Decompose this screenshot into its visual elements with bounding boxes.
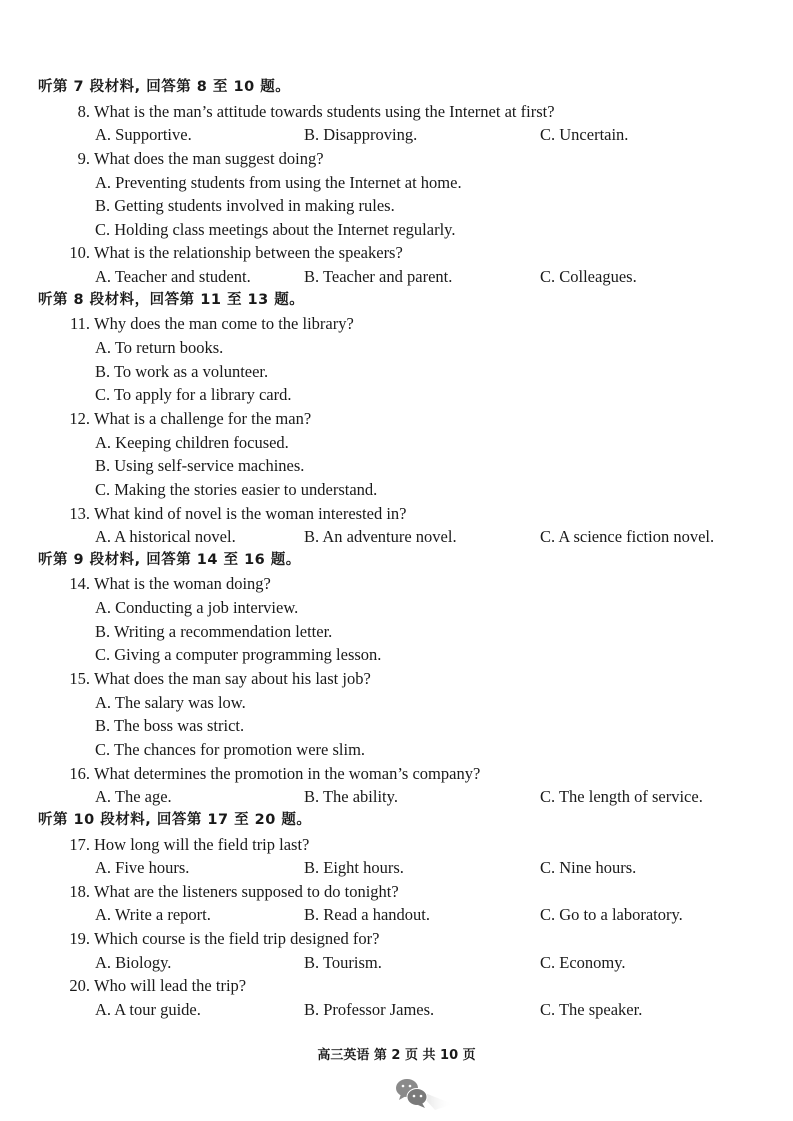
page-footer: 高三英语 第 2 页 共 10 页 (317, 1048, 476, 1063)
question-text: What determines the promotion in the woman’s company? (94, 763, 481, 783)
question-number: 8. (77, 101, 90, 121)
options-row (0, 785, 793, 809)
option-line (0, 478, 793, 502)
question-text: What is the relationship between the speakers? (94, 243, 403, 263)
option-line (0, 383, 793, 407)
options-row (0, 951, 793, 975)
question-number: 18. (69, 881, 90, 901)
option: C. Go to a laboratory. (540, 905, 683, 925)
section-heading: 听第 10 段材料, 回答第 17 至 20 题。 (38, 811, 312, 828)
option: B. Writing a recommendation letter. (95, 621, 333, 641)
option: C. Holding class meetings about the Internet regularly. (95, 219, 456, 239)
options-row (0, 998, 793, 1022)
option-line (0, 336, 793, 360)
option-line (0, 194, 793, 218)
option: A. Five hours. (95, 858, 190, 878)
option: B. Disapproving. (304, 125, 418, 145)
option-line (0, 218, 793, 242)
question-text: What are the listeners supposed to do tonight? (94, 881, 399, 901)
option: C. A science fiction novel. (540, 527, 715, 547)
option-line (0, 714, 793, 738)
options-row (0, 903, 793, 927)
option: A. Biology. (95, 952, 172, 972)
option: B. The ability. (304, 787, 398, 807)
option: A. The salary was low. (95, 692, 246, 712)
question (0, 147, 793, 171)
option: C. The length of service. (540, 787, 703, 807)
option: B. To work as a volunteer. (95, 361, 269, 381)
question-text: Why does the man come to the library? (94, 314, 354, 334)
option: A. A historical novel. (95, 527, 236, 547)
question-text: Which course is the field trip designed for? (94, 929, 380, 949)
option: A. Preventing students from using the Internet at home. (95, 172, 462, 192)
question-number: 13. (69, 503, 90, 523)
question (0, 241, 793, 265)
option: A. Teacher and student. (95, 267, 251, 287)
option: A. Conducting a job interview. (95, 598, 299, 618)
question (0, 312, 793, 336)
question-text: What is the woman doing? (94, 574, 271, 594)
option: B. Tourism. (304, 952, 382, 972)
question-number: 14. (69, 574, 90, 594)
option: A. Supportive. (95, 125, 192, 145)
option: C. Making the stories easier to understand. (95, 479, 378, 499)
question-text: What does the man suggest doing? (94, 148, 324, 168)
option-line (0, 360, 793, 384)
option: C. Economy. (540, 952, 626, 972)
question-text: What is a challenge for the man? (94, 408, 312, 428)
option-line (0, 643, 793, 667)
option-line (0, 738, 793, 762)
option: B. An adventure novel. (304, 527, 457, 547)
option-line (0, 596, 793, 620)
option: B. Using self-service machines. (95, 456, 305, 476)
option-line (0, 454, 793, 478)
question-text: Who will lead the trip? (94, 976, 247, 996)
question (0, 833, 793, 857)
option: B. Read a handout. (304, 905, 431, 925)
question (0, 100, 793, 124)
option-line (0, 171, 793, 195)
option: C. The chances for promotion were slim. (95, 739, 366, 759)
question-number: 16. (69, 763, 90, 783)
question-number: 11. (69, 314, 90, 334)
question (0, 974, 793, 998)
section-heading: 听第 8 段材料，回答第 11 至 13 题。 (38, 291, 305, 308)
question-text: How long will the field trip last? (94, 834, 310, 854)
option: B. Teacher and parent. (304, 267, 453, 287)
option: B. The boss was strict. (95, 716, 245, 736)
option: C. To apply for a library card. (95, 385, 292, 405)
option: A. The age. (95, 787, 172, 807)
option: A. To return books. (95, 338, 224, 358)
question-text: What kind of novel is the woman interested in? (94, 503, 407, 523)
question-number: 19. (69, 929, 90, 949)
question-text: What is the man’s attitude towards students using the Internet at first? (94, 101, 555, 121)
option-line (0, 691, 793, 715)
question (0, 667, 793, 691)
option: C. Uncertain. (540, 125, 629, 145)
options-row (0, 123, 793, 147)
option: C. Giving a computer programming lesson. (95, 645, 382, 665)
options-row (0, 856, 793, 880)
question-number: 10. (69, 243, 90, 263)
options-row (0, 525, 793, 549)
options-row (0, 265, 793, 289)
option: A. A tour guide. (95, 999, 201, 1019)
question-text: What does the man say about his last job? (94, 669, 371, 689)
question-number: 17. (69, 834, 90, 854)
section-heading: 听第 9 段材料, 回答第 14 至 16 题。 (38, 551, 301, 568)
option: A. Write a report. (95, 905, 211, 925)
option: C. Colleagues. (540, 267, 637, 287)
exam-page (0, 76, 793, 1022)
question-number: 20. (69, 976, 90, 996)
option-line (0, 620, 793, 644)
question-number: 12. (69, 408, 90, 428)
option: B. Professor James. (304, 999, 435, 1019)
option: A. Keeping children focused. (95, 432, 289, 452)
question-number: 9. (77, 148, 90, 168)
option-line (0, 431, 793, 455)
question (0, 927, 793, 951)
option: C. The speaker. (540, 999, 643, 1019)
option: B. Getting students involved in making rules. (95, 196, 395, 216)
section-heading: 听第 7 段材料, 回答第 8 至 10 题。 (38, 79, 291, 95)
option: C. Nine hours. (540, 858, 637, 878)
question (0, 762, 793, 786)
question (0, 407, 793, 431)
option: B. Eight hours. (304, 858, 404, 878)
wechat-icon (395, 1078, 455, 1117)
question (0, 502, 793, 526)
question (0, 880, 793, 904)
question-number: 15. (69, 669, 90, 689)
question (0, 572, 793, 596)
